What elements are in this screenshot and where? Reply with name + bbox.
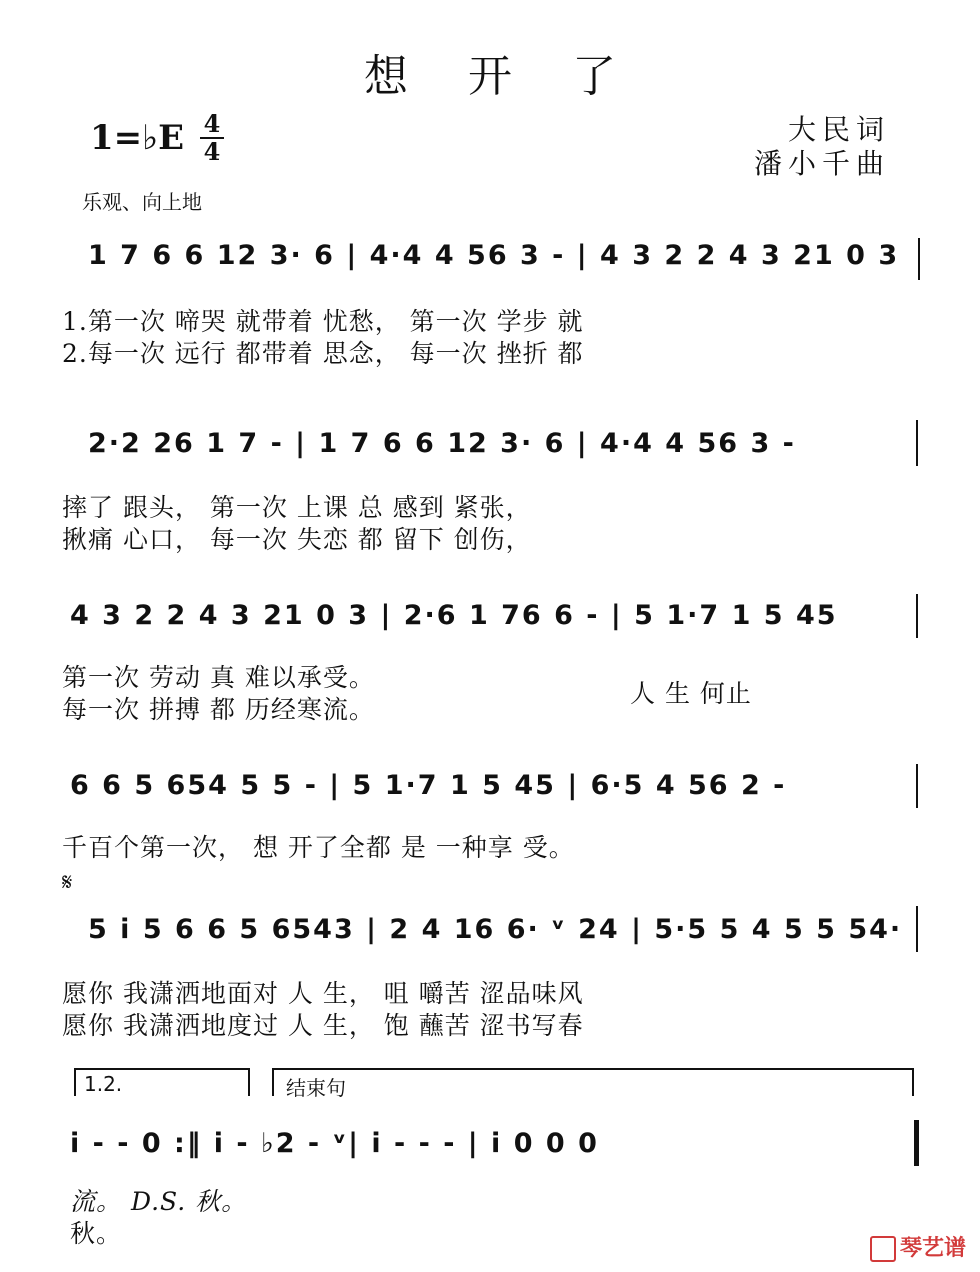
time-signature	[200, 109, 224, 166]
watermark: 琴艺谱	[870, 1231, 966, 1262]
lyric-6-verse-2: 秋。	[70, 1219, 123, 1248]
lyricist: 大民词	[787, 113, 890, 146]
lyric-3-verse-1: 第一次 劳动 真 难以承受。	[62, 663, 375, 692]
key-signature: 1=♭E	[90, 118, 185, 158]
lyric-5-verse-2: 愿你 我潇洒地度过 人 生， 饱 蘸苦 涩书写春	[62, 1011, 584, 1040]
segno-sign: 𝄋	[62, 868, 73, 896]
logo-icon	[870, 1236, 896, 1262]
lyric-4: 千百个第一次， 想 开了全都 是 一种享 受。	[62, 833, 575, 862]
composer: 潘小千曲	[753, 147, 890, 180]
notation-line-5: 5 i 5 6 6 5 6543 | 2 4 16 6· ᵛ 24 | 5·5 5 4 5 5 54·	[88, 914, 903, 945]
ending-label: 结束句	[286, 1076, 346, 1100]
page-title: 想开了	[364, 51, 676, 102]
volta-label: 1.2.	[84, 1072, 123, 1096]
notation-line-3: 4 3 2 2 4 3 21 0 3 | 2·6 1 76 6 - | 5 1·7 1 5 45	[70, 600, 838, 631]
lyric-1-verse-2: 2.每一次 远行 都带着 思念， 每一次 挫折 都	[62, 339, 584, 368]
lyric-6-verse-1: 流。 D.S. 秋。	[70, 1187, 248, 1216]
notation-line-6: i - - 0 :‖ i - ♭2 - ᵛ| i - - - | i 0 0 0	[70, 1128, 599, 1159]
lyric-1-verse-1: 1.第一次 啼哭 就带着 忧愁， 第一次 学步 就	[62, 307, 584, 336]
lyric-3-side: 人 生 何止	[630, 679, 752, 708]
lyric-2-verse-2: 揪痛 心口， 每一次 失恋 都 留下 创伤，	[62, 525, 532, 554]
tempo-marking: 乐观、向上地	[82, 190, 202, 214]
lyric-5-verse-1: 愿你 我潇洒地面对 人 生， 咀 嚼苦 涩品味风	[62, 979, 584, 1008]
notation-line-4: 6 6 5 654 5 5 - | 5 1·7 1 5 45 | 6·5 4 56 2 -	[70, 770, 787, 801]
lyric-2-verse-1: 摔了 跟头， 第一次 上课 总 感到 紧张，	[62, 493, 532, 522]
time-bottom: 4	[203, 137, 221, 166]
notation-line-2: 2·2 26 1 7 - | 1 7 6 6 12 3· 6 | 4·4 4 56 3 -	[88, 428, 796, 459]
lyric-3-verse-2: 每一次 拼搏 都 历经寒流。	[62, 695, 375, 724]
time-top: 4	[203, 109, 221, 138]
notation-line-1: 1 7 6 6 12 3· 6 | 4·4 4 56 3 - | 4 3 2 2 4 3 21 0 3	[88, 240, 900, 271]
